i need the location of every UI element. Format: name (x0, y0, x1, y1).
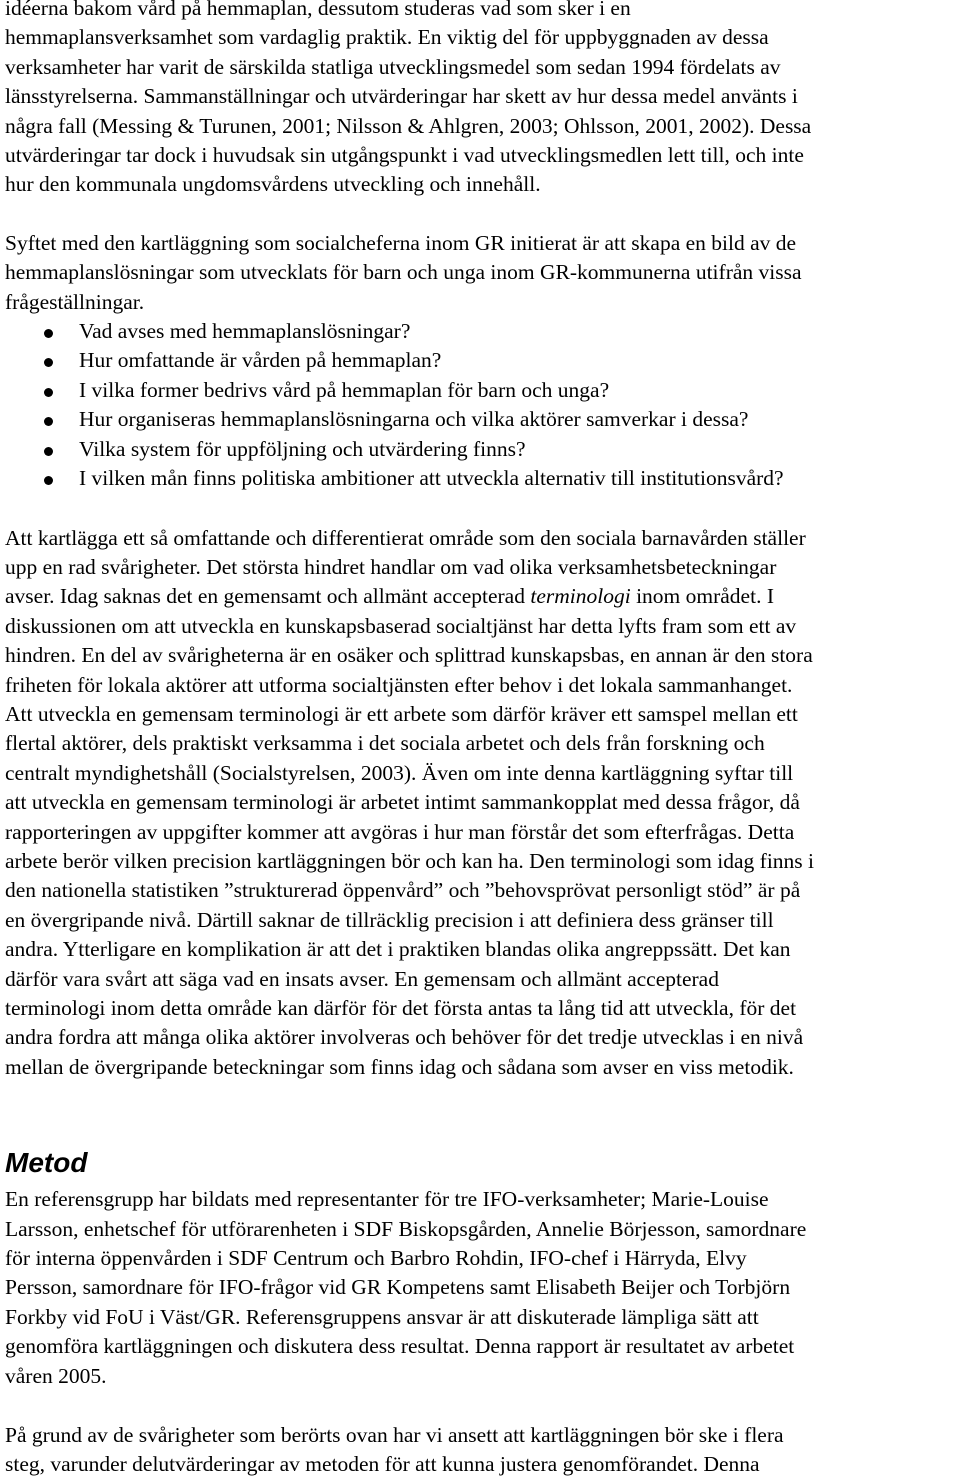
difficulties-paragraph (5, 524, 957, 1083)
text-line: därför vara svårt att säga vad en insats avser. En gemensam och allmänt accepterad (5, 966, 719, 991)
text-line: länsstyrelserna. Sammanställningar och utvärderingar har skett av hur dessa medel använts i (5, 84, 798, 109)
paragraph-spacer (5, 1391, 957, 1421)
paragraph-spacer (5, 494, 957, 524)
text-line: mellan de övergripande beteckningar som finns idag och sådana som avser en viss metodik. (5, 1054, 794, 1079)
text-line: Att utveckla en gemensam terminologi är ett arbete som därför kräver ett samspel mellan ett (5, 701, 798, 726)
list-item (5, 346, 957, 375)
bullet-icon (44, 388, 53, 397)
text-line: flertal aktörer, dels praktiskt verksamma i det sociala arbetet och dels från forskning och (5, 731, 765, 756)
text-line: hemmaplanslösningar som utvecklats för barn och unga inom GR-kommunerna utifrån vissa (5, 260, 802, 285)
list-item-text: Vad avses med hemmaplanslösningar? (79, 319, 411, 344)
section-heading-metod: Metod (5, 1147, 88, 1179)
bullet-icon (44, 447, 53, 456)
text-line: hemmaplansverksamhet som vardaglig praktik. En viktig del för uppbyggnaden av dessa (5, 25, 769, 50)
document-page (5, 0, 957, 1480)
text-line: På grund av de svårigheter som berörts ovan har vi ansett att kartläggningen bör ske i flera (5, 1423, 784, 1448)
intro-paragraph (5, 0, 957, 200)
text-line: hur den kommunala ungdomsvårdens utveckling och innehåll. (5, 172, 541, 197)
list-item (5, 464, 957, 493)
list-item (5, 317, 957, 346)
text-line: några fall (Messing & Turunen, 2001; Nilsson & Ahlgren, 2003; Ohlsson, 2001, 2002). Dessa (5, 113, 812, 138)
text-line: arbete berör vilken precision kartläggningen bör och kan ha. Den terminologi som idag finns i (5, 848, 815, 873)
text-line: centralt myndighetshåll (Socialstyrelsen, 2003). Även om inte denna kartläggning syftar till (5, 760, 794, 785)
question-list (5, 317, 957, 493)
text-line: En referensgrupp har bildats med representanter för tre IFO-verksamheter; Marie-Louise (5, 1187, 769, 1212)
bullet-icon (44, 329, 53, 338)
text-line: steg, varunder delutvärderingar av metoden för att kunna justera genomförandet. Denna (5, 1452, 760, 1477)
list-item-text: I vilken mån finns politiska ambitioner att utveckla alternativ till institutionsvård? (79, 466, 784, 491)
list-item-text: I vilka former bedrivs vård på hemmaplan för barn och unga? (79, 377, 610, 402)
method-steps-paragraph (5, 1421, 957, 1480)
text-span: avser. Idag saknas det en gemensamt och allmänt accepterad (5, 584, 531, 609)
reference-group-paragraph (5, 1185, 957, 1391)
text-line: en övergripande nivå. Därtill saknar de tillräcklig precision i att definiera dess gränser till (5, 907, 774, 932)
list-item (5, 376, 957, 405)
text-line: friheten för lokala aktörer att utforma socialtjänsten efter behov i det lokala sammanhanget. (5, 672, 793, 697)
text-line: verksamheter har varit de särskilda statliga utvecklingsmedel som sedan 1994 fördelats av (5, 54, 781, 79)
text-line: Syftet med den kartläggning som socialcheferna inom GR initierat är att skapa en bild av de (5, 230, 797, 255)
text-line: hindren. En del av svårigheterna är en osäker och splittrad kunskapsbas, en annan är den stora (5, 643, 813, 668)
paragraph-spacer (5, 200, 957, 229)
section-spacer (5, 1082, 957, 1141)
text-line: Att kartlägga ett så omfattande och differentierat område som den sociala barnavården ställer (5, 525, 806, 550)
text-line: Forkby vid FoU i Väst/GR. Referensgruppens ansvar är att diskuterade lämpliga sätt att (5, 1304, 759, 1329)
list-item-text: Hur omfattande är vården på hemmaplan? (79, 348, 442, 373)
bullet-icon (44, 358, 53, 367)
text-line: andra. Ytterligare en komplikation är att det i praktiken blandas olika angreppssätt. Det kan (5, 937, 791, 962)
text-line: Persson, samordnare för IFO-frågor vid GR Kompetens samt Elisabeth Beijer och Torbjörn (5, 1275, 791, 1300)
list-item-text: Vilka system för uppföljning och utvärdering finns? (79, 436, 526, 461)
purpose-paragraph (5, 229, 957, 317)
list-item (5, 435, 957, 464)
list-item (5, 405, 957, 434)
text-line: andra fordra att många olika aktörer involveras och behöver för det tredje utvecklas i en nivå (5, 1025, 804, 1050)
text-line: genomföra kartläggningen och diskutera dess resultat. Denna rapport är resultatet av arbetet (5, 1334, 795, 1359)
text-line: Larsson, enhetschef för utförarenheten i SDF Biskopsgården, Annelie Börjesson, samordnare (5, 1216, 807, 1241)
text-line: att utveckla en gemensam terminologi är arbetet intimt sammankopplat med dessa frågor, då (5, 790, 800, 815)
bullet-icon (44, 476, 53, 485)
text-line: våren 2005. (5, 1363, 107, 1388)
text-line: utvärderingar tar dock i huvudsak sin utgångspunkt i vad utvecklingsmedlen lett till, och inte (5, 143, 804, 168)
bullet-icon (44, 417, 53, 426)
emphasized-term: terminologi (530, 584, 631, 609)
text-line: upp en rad svårigheter. Det största hindret handlar om vad olika verksamhetsbeteckningar (5, 554, 777, 579)
text-line: rapporteringen av uppgifter kommer att avgöras i hur man förstår det som efterfrågas. Detta (5, 819, 795, 844)
text-line: den nationella statistiken ”strukturerad öppenvård” och ”behovsprövat personligt stöd” är på (5, 878, 801, 903)
text-span: inom området. I (630, 584, 774, 609)
list-item-text: Hur organiseras hemmaplanslösningarna och vilka aktörer samverkar i dessa? (79, 407, 749, 432)
text-line: terminologi inom detta område kan därför för det första antas ta lång tid att utveckla, för det (5, 996, 797, 1020)
text-line: idéerna bakom vård på hemmaplan, dessutom studeras vad som sker i en (5, 0, 631, 20)
text-line: diskussionen om att utveckla en kunskapsbaserad socialtjänst har detta lyfts fram som ett av (5, 613, 797, 638)
text-line (5, 582, 957, 611)
text-line: frågeställningar. (5, 289, 145, 314)
text-line: för interna öppenvården i SDF Centrum och Barbro Rohdin, IFO-chef i Härryda, Elvy (5, 1246, 747, 1271)
